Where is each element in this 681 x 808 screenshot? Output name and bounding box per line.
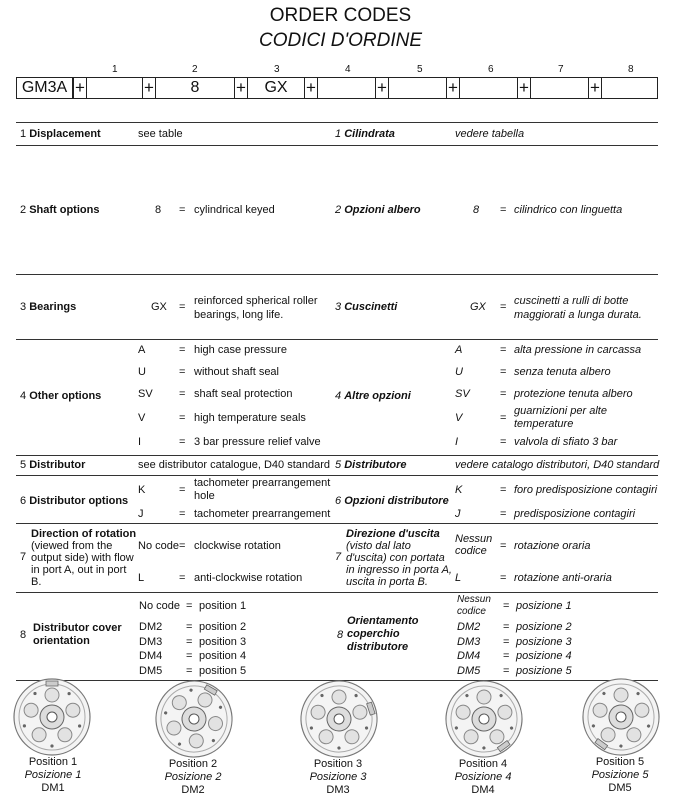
column-number: 7 (558, 64, 564, 75)
cover-center-hole (47, 712, 57, 722)
position-caption: Position 1 Posizione 1 DM1 (24, 756, 82, 794)
page-title: ORDER CODES (269, 5, 412, 26)
option-code: No code (138, 540, 179, 552)
section-5-it-value: vedere catalogo distributori, D40 standard (455, 459, 660, 471)
equals-sign: = (179, 540, 186, 552)
option-code-it: Nessun codice (455, 533, 493, 557)
option-code-it: J (455, 508, 461, 520)
divider (16, 592, 658, 593)
equals-sign: = (503, 600, 510, 612)
option-code: DM4 (139, 650, 163, 662)
option-desc: clockwise rotation (194, 540, 281, 552)
option-desc-it: posizione 1 (516, 600, 572, 612)
section-3-it-value: cuscinetti a rulli di botte maggiorati a lunga durata. (514, 295, 642, 321)
section-1-it-value: vedere tabella (455, 128, 525, 140)
equals-sign: = (500, 436, 507, 448)
section-6-label: 6 Distributor options (20, 495, 129, 507)
plus-sign: + (234, 78, 248, 98)
equals-sign: = (179, 344, 186, 356)
option-code: V (138, 412, 146, 424)
cover-bolt (50, 744, 53, 747)
distributor-cover-diagram (14, 679, 90, 755)
section-3-it-label: 3 Cuscinetti (335, 301, 398, 313)
equals-sign: = (503, 621, 510, 633)
section-3-value: reinforced spherical roller bearings, long life. (194, 295, 318, 321)
plus-sign: + (73, 78, 87, 98)
option-code-it: L (455, 572, 462, 584)
distributor-cover-diagram (431, 675, 537, 765)
equals-sign: = (179, 412, 186, 424)
option-desc-it: posizione 2 (516, 621, 572, 633)
option-code: SV (138, 388, 153, 400)
option-code-it: Nessun codice (457, 594, 491, 617)
cover-lobe (24, 703, 38, 717)
section-8-it-num: 8 (337, 629, 344, 641)
code-cell-model: GM3A (17, 78, 73, 98)
option-desc-it: rotazione oraria (514, 540, 591, 552)
distributor-cover-diagram (291, 675, 387, 765)
column-number: 2 (192, 64, 198, 75)
option-code-it: U (455, 366, 463, 378)
section-4-it-label: 4 Altre opzioni (335, 390, 411, 402)
column-number: 3 (274, 64, 280, 75)
cover-lobe (66, 703, 80, 717)
option-desc: without shaft seal (194, 366, 279, 378)
cover-bolt (33, 692, 36, 695)
code-cell-1 (87, 78, 142, 98)
code-cell-8 (602, 78, 657, 98)
option-desc-it: guarnizioni per alte temperature (514, 405, 607, 430)
option-code: DM2 (139, 621, 163, 633)
option-desc-it: foro predisposizione contagiri (514, 484, 658, 496)
section-2-it-label: 2 Opzioni albero (335, 204, 421, 216)
section-7-it-label: Direzione d'uscita (visto dal lato d'uscita) con portata in ingresso in porta A, uscita in porta B. (346, 528, 452, 588)
section-7-num: 7 (20, 551, 27, 563)
equals-sign: = (500, 484, 507, 496)
code-cell-5 (389, 78, 446, 98)
divider (16, 122, 658, 123)
option-code: DM5 (139, 665, 163, 677)
option-desc: tachometer prearrangement (194, 508, 331, 520)
equals-sign: = (503, 650, 510, 662)
plus-sign: + (142, 78, 156, 98)
plus-sign: + (304, 78, 318, 98)
distributor-cover-diagram (142, 675, 246, 765)
option-code: L (138, 572, 145, 584)
equals-sign: = (500, 388, 507, 400)
option-code: U (138, 366, 146, 378)
equals-sign: = (179, 484, 186, 496)
equals-sign: = (500, 344, 507, 356)
option-desc: position 3 (199, 636, 247, 648)
option-desc-it: predisposizione contagiri (514, 508, 636, 520)
section-2-label: 2 Shaft options (20, 204, 100, 216)
section-2-it-code: 8 (473, 204, 480, 216)
option-code-it: DM4 (457, 650, 481, 662)
option-code-it: DM2 (457, 621, 481, 633)
equals-sign: = (500, 366, 507, 378)
option-desc-it: posizione 3 (516, 636, 572, 648)
section-5-it-label: 5 Distributore (335, 459, 407, 471)
section-2-it-value: cilindrico con linguetta (514, 204, 623, 216)
divider (16, 475, 658, 476)
distributor-cover-diagram (568, 675, 674, 765)
section-5-value: see distributor catalogue, D40 standard (138, 459, 331, 471)
option-desc: position 1 (199, 600, 247, 612)
section-1-it-label: 1 Cilindrata (335, 128, 395, 140)
option-desc-it: senza tenuta albero (514, 366, 611, 378)
equals-sign: = (186, 650, 193, 662)
cover-bolt (68, 692, 71, 695)
section-1-value: see table (138, 128, 183, 140)
equals-sign: = (186, 621, 193, 633)
option-code: No code (139, 600, 180, 612)
option-code: A (138, 344, 146, 356)
option-desc: shaft seal protection (194, 388, 293, 400)
column-number: 1 (112, 64, 118, 75)
column-number: 8 (628, 64, 634, 75)
cover-port-marker (46, 681, 58, 686)
equals-sign: = (186, 636, 193, 648)
position-diagrams (0, 675, 681, 765)
equals-sign: = (179, 436, 186, 448)
equals-sign: = (500, 412, 507, 424)
divider (16, 339, 658, 340)
code-cell-4 (318, 78, 375, 98)
cover-bolt (78, 724, 81, 727)
equals-sign: = (179, 204, 186, 216)
equals-sign: = (500, 508, 507, 520)
option-desc: high case pressure (194, 344, 287, 356)
equals-sign: = (179, 508, 186, 520)
equals-sign: = (179, 366, 186, 378)
section-7-label: Direction of rotation (viewed from the output side) with flow in port A, out in port B. (31, 528, 137, 588)
equals-sign: = (500, 572, 507, 584)
section-8-it-label: Orientamento coperchio distributore (347, 615, 419, 653)
cover-lobe (58, 728, 72, 742)
position-caption: Position 4 Posizione 4 DM4 (454, 758, 512, 796)
option-desc-it: alta pressione in carcassa (514, 344, 642, 356)
plus-sign: + (588, 78, 602, 98)
option-desc-it: rotazione anti-oraria (514, 572, 612, 584)
plus-sign: + (375, 78, 389, 98)
cover-lobe (32, 728, 46, 742)
code-cell-6 (460, 78, 517, 98)
option-code-it: DM5 (457, 665, 481, 677)
section-3-label: 3 Bearings (20, 301, 77, 313)
option-desc: position 2 (199, 621, 247, 633)
option-code-it: DM3 (457, 636, 481, 648)
equals-sign: = (503, 665, 510, 677)
option-desc-it: posizione 5 (516, 665, 572, 677)
equals-sign: = (503, 636, 510, 648)
option-code: K (138, 484, 146, 496)
option-code-it: V (455, 412, 463, 424)
option-desc-it: posizione 4 (516, 650, 572, 662)
option-desc-it: valvola di sfiato 3 bar (514, 436, 618, 448)
section-3-code: GX (151, 301, 167, 313)
option-desc: position 4 (199, 650, 247, 662)
divider (16, 145, 658, 146)
column-number: 4 (345, 64, 351, 75)
option-desc: 3 bar pressure relief valve (194, 436, 321, 448)
option-desc-it: protezione tenuta albero (514, 388, 633, 400)
section-7-it-num: 7 (335, 551, 342, 563)
option-desc: high temperature seals (194, 412, 306, 424)
option-code-it: SV (455, 388, 470, 400)
position-caption: Position 3 Posizione 3 DM3 (309, 758, 367, 796)
cover-bolt (23, 724, 26, 727)
option-code: J (138, 508, 144, 520)
code-cell-3: GX (264, 79, 288, 96)
section-3-it-code: GX (470, 301, 486, 313)
section-1-label: 1 Displacement (20, 128, 101, 140)
divider (16, 455, 658, 456)
option-desc: position 5 (199, 665, 247, 677)
position-caption: Position 5 Posizione 5 DM5 (591, 756, 649, 794)
equals-sign: = (500, 301, 507, 313)
code-cell-7 (531, 78, 588, 98)
equals-sign: = (186, 665, 193, 677)
section-5-label: 5 Distributor (20, 459, 86, 471)
plus-sign: + (446, 78, 460, 98)
option-code: DM3 (139, 636, 163, 648)
divider (16, 523, 658, 524)
option-code: I (138, 436, 142, 448)
column-number: 5 (417, 64, 423, 75)
code-cell-2: 8 (190, 79, 200, 96)
position-caption: Position 2 Posizione 2 DM2 (164, 758, 222, 796)
section-8-label: Distributor cover orientation (33, 622, 122, 647)
plus-sign: + (517, 78, 531, 98)
section-4-label: 4 Other options (20, 390, 102, 402)
equals-sign: = (186, 600, 193, 612)
equals-sign: = (179, 301, 186, 313)
equals-sign: = (500, 204, 507, 216)
section-8-num: 8 (20, 629, 27, 641)
section-6-it-label: 6 Opzioni distributore (335, 495, 449, 507)
column-number: 6 (488, 64, 494, 75)
option-desc: tachometer prearrangement hole (194, 477, 331, 502)
section-2-code: 8 (155, 204, 162, 216)
order-code-bar (16, 77, 658, 99)
equals-sign: = (179, 572, 186, 584)
equals-sign: = (179, 388, 186, 400)
option-desc: anti-clockwise rotation (194, 572, 303, 584)
option-code-it: A (455, 344, 463, 356)
equals-sign: = (500, 540, 507, 552)
section-2-value: cylindrical keyed (194, 204, 275, 216)
cover-lobe (45, 688, 59, 702)
page-subtitle: CODICI D'ORDINE (258, 30, 423, 51)
divider (16, 274, 658, 275)
option-code-it: I (455, 436, 459, 448)
option-code-it: K (455, 484, 463, 496)
